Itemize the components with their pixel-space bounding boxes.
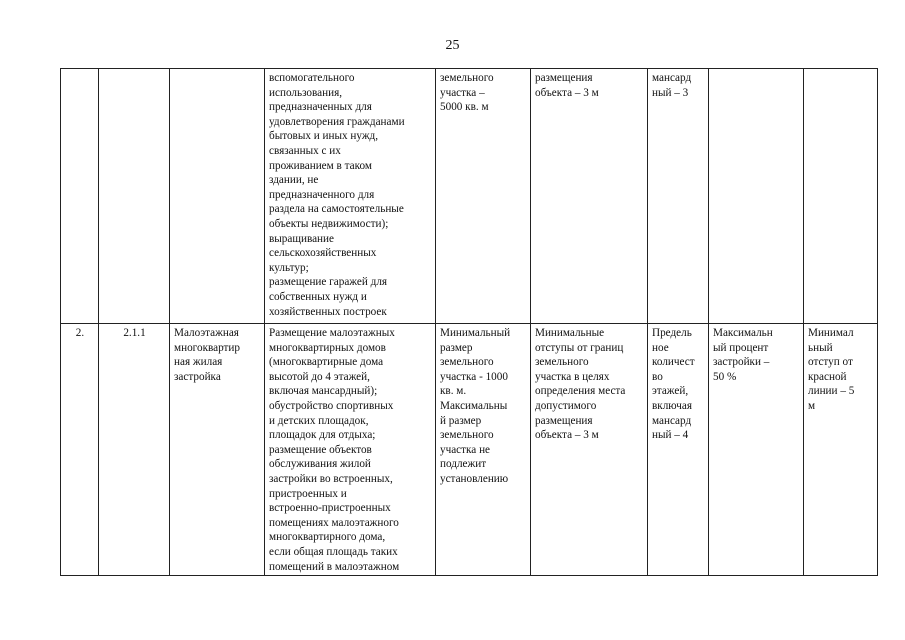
cell-red-line-setback bbox=[804, 69, 878, 324]
table-row bbox=[61, 324, 878, 576]
cell-plot-size: земельного участка – 5000 кв. м bbox=[436, 69, 531, 324]
cell-use-description: Размещение малоэтажных многоквартирных домов (многоквартирные дома высотой до 4 этажей, включая мансардный); обустройство спортивных и детских площадок, площадок для отдыха; размещение объектов обслуживания жилой застройки во встроенных, пристроенных и встроенно-пристроенных помещениях малоэтажного многоквартирного дома, если общая площадь таких помещений в малоэтажном bbox=[265, 324, 436, 576]
cell-row-number: 2. bbox=[61, 324, 99, 576]
cell-setbacks: размещения объекта – 3 м bbox=[531, 69, 648, 324]
cell-floors: Предель ное количест во этажей, включая мансард ный – 4 bbox=[648, 324, 709, 576]
cell-use-code bbox=[99, 69, 170, 324]
cell-use-name: Малоэтажная многоквартир ная жилая застройка bbox=[170, 324, 265, 576]
table-row bbox=[61, 69, 878, 324]
page-number: 25 bbox=[445, 38, 460, 53]
cell-red-line-setback: Минимал ьный отступ от красной линии – 5 м bbox=[804, 324, 878, 576]
cell-use-description: вспомогательного использования, предназначенных для удовлетворения гражданами бытовых и иных нужд, связанных с их проживанием в таком здании, не предназначенного для раздела на самостоятельные объекты недвижимости); выращивание сельскохозяйственных культур; размещение гаражей для собственных нужд и хозяйственных построек bbox=[265, 69, 436, 324]
cell-row-number bbox=[61, 69, 99, 324]
cell-coverage bbox=[709, 69, 804, 324]
cell-use-name bbox=[170, 69, 265, 324]
regulations-table bbox=[60, 68, 878, 576]
cell-coverage: Максимальн ый процент застройки – 50 % bbox=[709, 324, 804, 576]
cell-plot-size: Минимальный размер земельного участка - 1000 кв. м. Максимальны й размер земельного участка не подлежит установлению bbox=[436, 324, 531, 576]
cell-use-code: 2.1.1 bbox=[99, 324, 170, 576]
cell-setbacks: Минимальные отступы от границ земельного участка в целях определения места допустимого размещения объекта – 3 м bbox=[531, 324, 648, 576]
cell-floors: мансард ный – 3 bbox=[648, 69, 709, 324]
